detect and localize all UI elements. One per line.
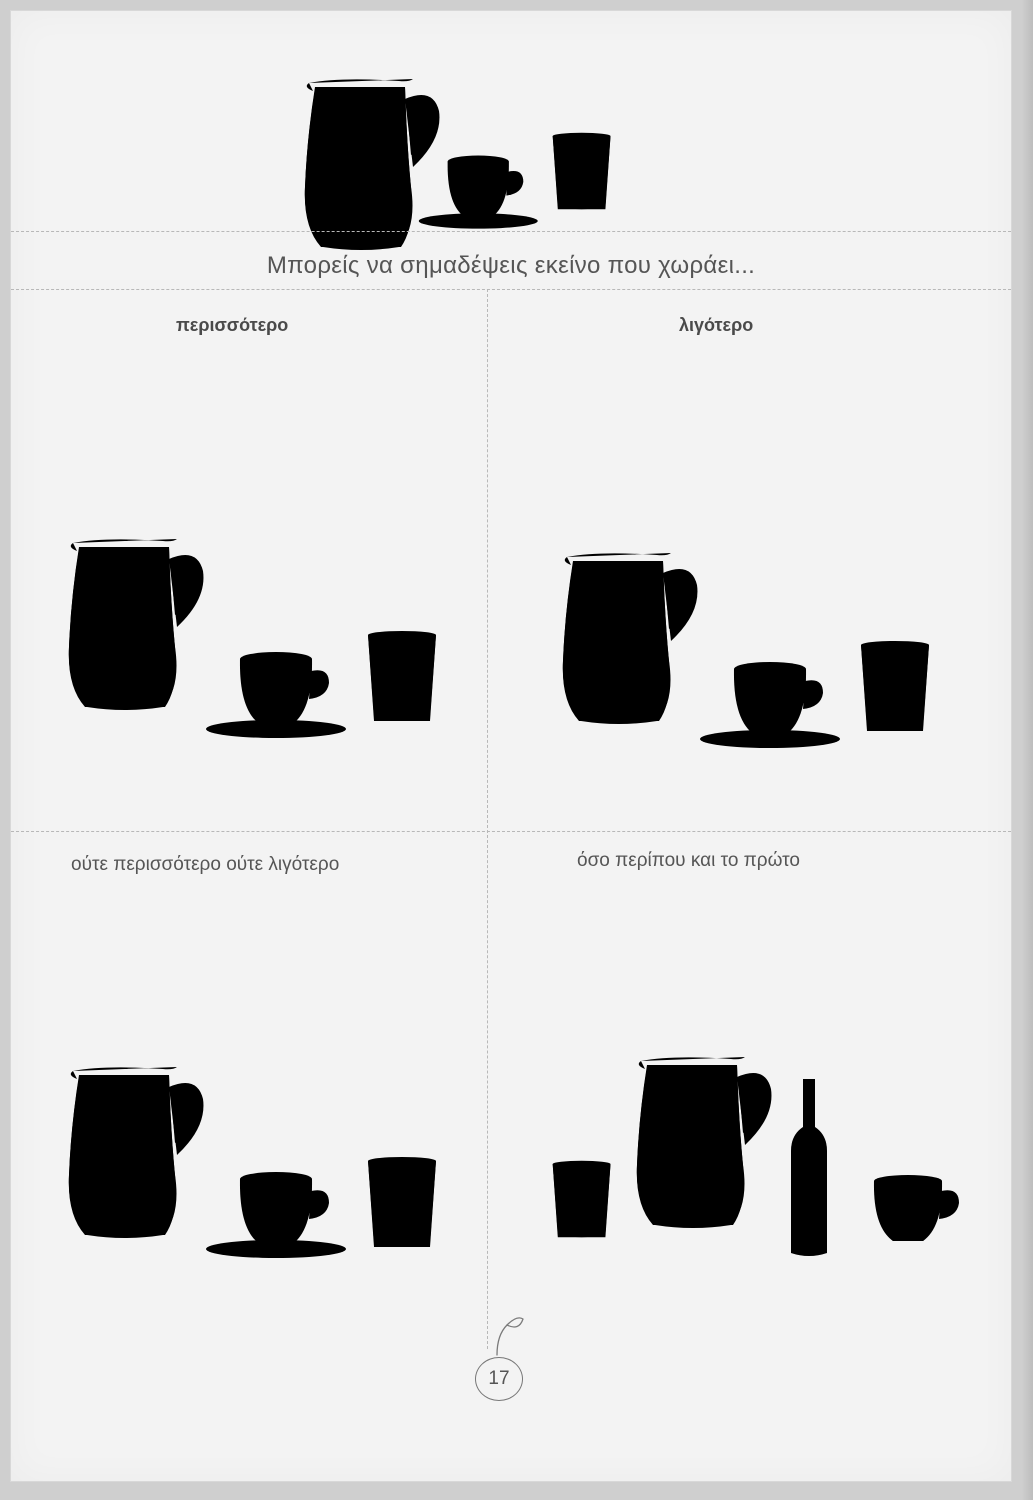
panel-label-more: περισσότερο	[176, 315, 289, 335]
leaf-icon	[487, 1311, 527, 1357]
bottom-right-glass-icon	[551, 1159, 623, 1254]
bottom-left-cup-with-saucer-icon	[211, 1169, 351, 1259]
top-left-glass-icon	[366, 629, 438, 724]
reference-glass-icon	[551, 131, 623, 226]
bottom-right-bottle-icon	[787, 1075, 833, 1261]
reference-cup-with-saucer-icon	[423, 153, 563, 243]
page-edge	[1021, 0, 1033, 1500]
panel-label-about-same: όσο περίπου και το πρώτο	[577, 850, 800, 871]
top-left-cup-with-saucer-icon	[211, 649, 351, 739]
divider-vertical	[487, 289, 488, 1349]
bottom-right-jug-icon	[633, 1055, 778, 1245]
bottom-left-jug-icon	[65, 1065, 210, 1255]
panel-label-neither: ούτε περισσότερο ούτε λιγότερο	[71, 854, 340, 875]
divider-top	[11, 231, 1011, 232]
bottom-left-glass-icon	[366, 1155, 438, 1250]
page-number: 17	[475, 1357, 523, 1401]
panel-label-less: λιγότερο	[679, 315, 754, 335]
worksheet-page	[10, 10, 1012, 1482]
divider-header	[11, 289, 1011, 290]
top-right-glass-icon	[859, 639, 931, 734]
top-left-jug-icon	[65, 537, 210, 727]
instruction-text: Μπορείς να σημαδέψεις εκείνο που χωράει...	[266, 252, 756, 279]
bottom-right-cup-icon	[871, 1171, 963, 1247]
top-right-jug-icon	[559, 551, 704, 741]
divider-middle	[11, 831, 1011, 832]
top-right-cup-with-saucer-icon	[705, 659, 845, 749]
